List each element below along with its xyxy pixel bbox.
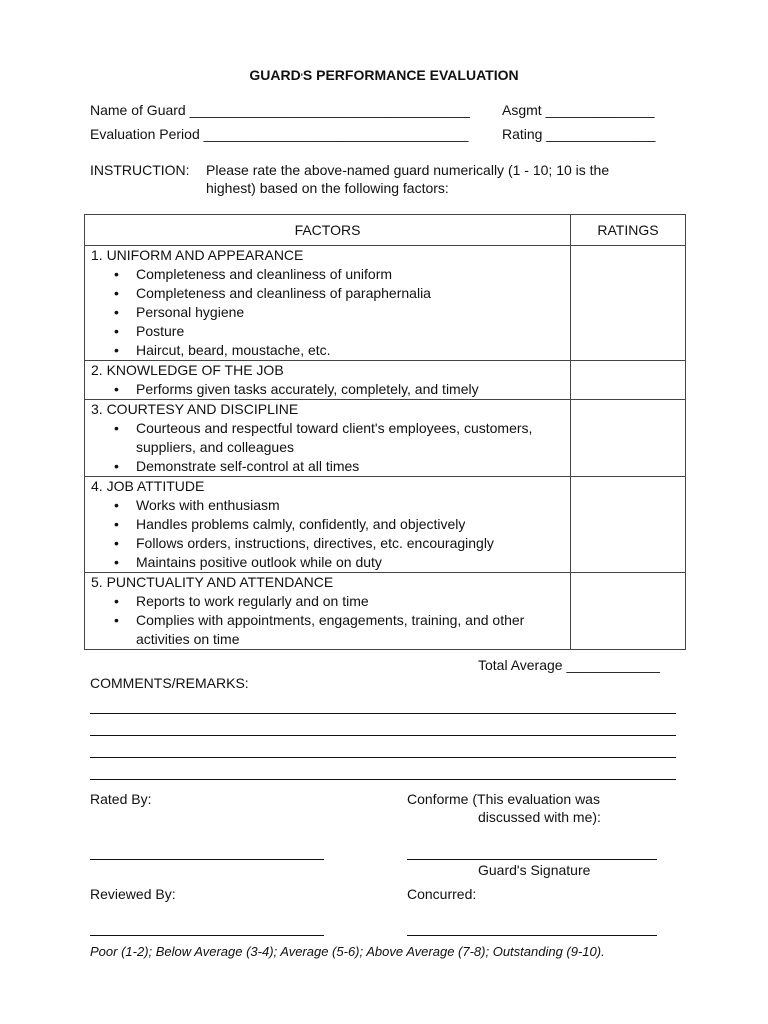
- rated-by-signature-line[interactable]: [90, 859, 324, 860]
- factor-heading: 2. KNOWLEDGE OF THE JOB: [91, 362, 284, 378]
- factor-item: • Haircut, beard, moustache, etc.: [136, 341, 562, 360]
- rating-field[interactable]: Rating ______________: [502, 126, 656, 142]
- comments-label: COMMENTS/REMARKS:: [90, 675, 249, 691]
- factors-column-header: FACTORS: [85, 215, 571, 246]
- guard-signature-line[interactable]: [407, 859, 657, 860]
- conforme-label-line1: Conforme (This evaluation was: [407, 791, 600, 807]
- rating-cell[interactable]: [571, 573, 686, 650]
- factor-item: • Courteous and respectful toward client's employees, customers, suppliers, and colleagues: [136, 419, 562, 457]
- factor-section-attitude: [85, 477, 571, 573]
- reviewed-by-signature-line[interactable]: [90, 935, 324, 936]
- factor-section-uniform: [85, 246, 571, 361]
- rated-by-label: Rated By:: [90, 791, 152, 807]
- rating-cell[interactable]: [571, 361, 686, 400]
- concurred-signature-line[interactable]: [407, 935, 657, 936]
- remarks-line[interactable]: [90, 735, 676, 736]
- total-average-field[interactable]: Total Average ____________: [478, 657, 660, 673]
- factor-heading: 3. COURTESY AND DISCIPLINE: [91, 401, 299, 417]
- factor-item: • Demonstrate self-control at all times: [136, 457, 562, 476]
- factor-item: • Works with enthusiasm: [136, 496, 562, 515]
- remarks-line[interactable]: [90, 779, 676, 780]
- remarks-line[interactable]: [90, 757, 676, 758]
- table-header-row: [85, 215, 686, 246]
- evaluation-period-field[interactable]: Evaluation Period __________________________________: [90, 126, 469, 142]
- instruction-label: INSTRUCTION:: [90, 162, 190, 178]
- factor-section-knowledge: [85, 361, 571, 400]
- factor-heading: 4. JOB ATTITUDE: [91, 478, 205, 494]
- factor-item: • Completeness and cleanliness of paraphernalia: [136, 284, 562, 303]
- table-row: [85, 400, 686, 477]
- factor-heading: 5. PUNCTUALITY AND ATTENDANCE: [91, 574, 334, 590]
- factor-item: • Reports to work regularly and on time: [136, 592, 562, 611]
- factor-item: • Posture: [136, 322, 562, 341]
- rating-legend: Poor (1-2); Below Average (3-4); Average (5-6); Above Average (7-8); Outstanding (9-10).: [90, 944, 605, 959]
- form-title: GUARD'S PERFORMANCE EVALUATION: [249, 67, 519, 83]
- table-row: [85, 573, 686, 650]
- factor-item: • Complies with appointments, engagements, training, and other activities on time: [136, 611, 562, 649]
- remarks-line[interactable]: [90, 713, 676, 714]
- instruction-text-line1: Please rate the above-named guard numerically (1 - 10; 10 is the: [206, 162, 610, 178]
- rating-cell[interactable]: [571, 400, 686, 477]
- asgmt-field[interactable]: Asgmt ______________: [502, 102, 655, 118]
- factor-item: • Handles problems calmly, confidently, and objectively: [136, 515, 562, 534]
- concurred-label: Concurred:: [407, 886, 477, 902]
- factor-item: • Completeness and cleanliness of uniform: [136, 265, 562, 284]
- factor-item: • Personal hygiene: [136, 303, 562, 322]
- rating-cell[interactable]: [571, 246, 686, 361]
- factor-heading: 1. UNIFORM AND APPEARANCE: [91, 247, 304, 263]
- instruction-text-line2: highest) based on the following factors:: [206, 180, 449, 196]
- factor-item: • Performs given tasks accurately, completely, and timely: [136, 380, 562, 399]
- factor-item: • Follows orders, instructions, directives, etc. encouragingly: [136, 534, 562, 553]
- table-row: [85, 361, 686, 400]
- factor-item: • Maintains positive outlook while on duty: [136, 553, 562, 572]
- ratings-column-header: RATINGS: [571, 215, 686, 246]
- factor-section-punctuality: [85, 573, 571, 650]
- evaluation-table: [84, 214, 686, 650]
- guards-signature-label: Guard's Signature: [478, 862, 591, 878]
- table-row: [85, 477, 686, 573]
- reviewed-by-label: Reviewed By:: [90, 886, 176, 902]
- table-row: [85, 246, 686, 361]
- conforme-label-line2: discussed with me):: [478, 809, 601, 825]
- name-of-guard-field[interactable]: Name of Guard ____________________________________: [90, 102, 470, 118]
- rating-cell[interactable]: [571, 477, 686, 573]
- factor-section-courtesy: [85, 400, 571, 477]
